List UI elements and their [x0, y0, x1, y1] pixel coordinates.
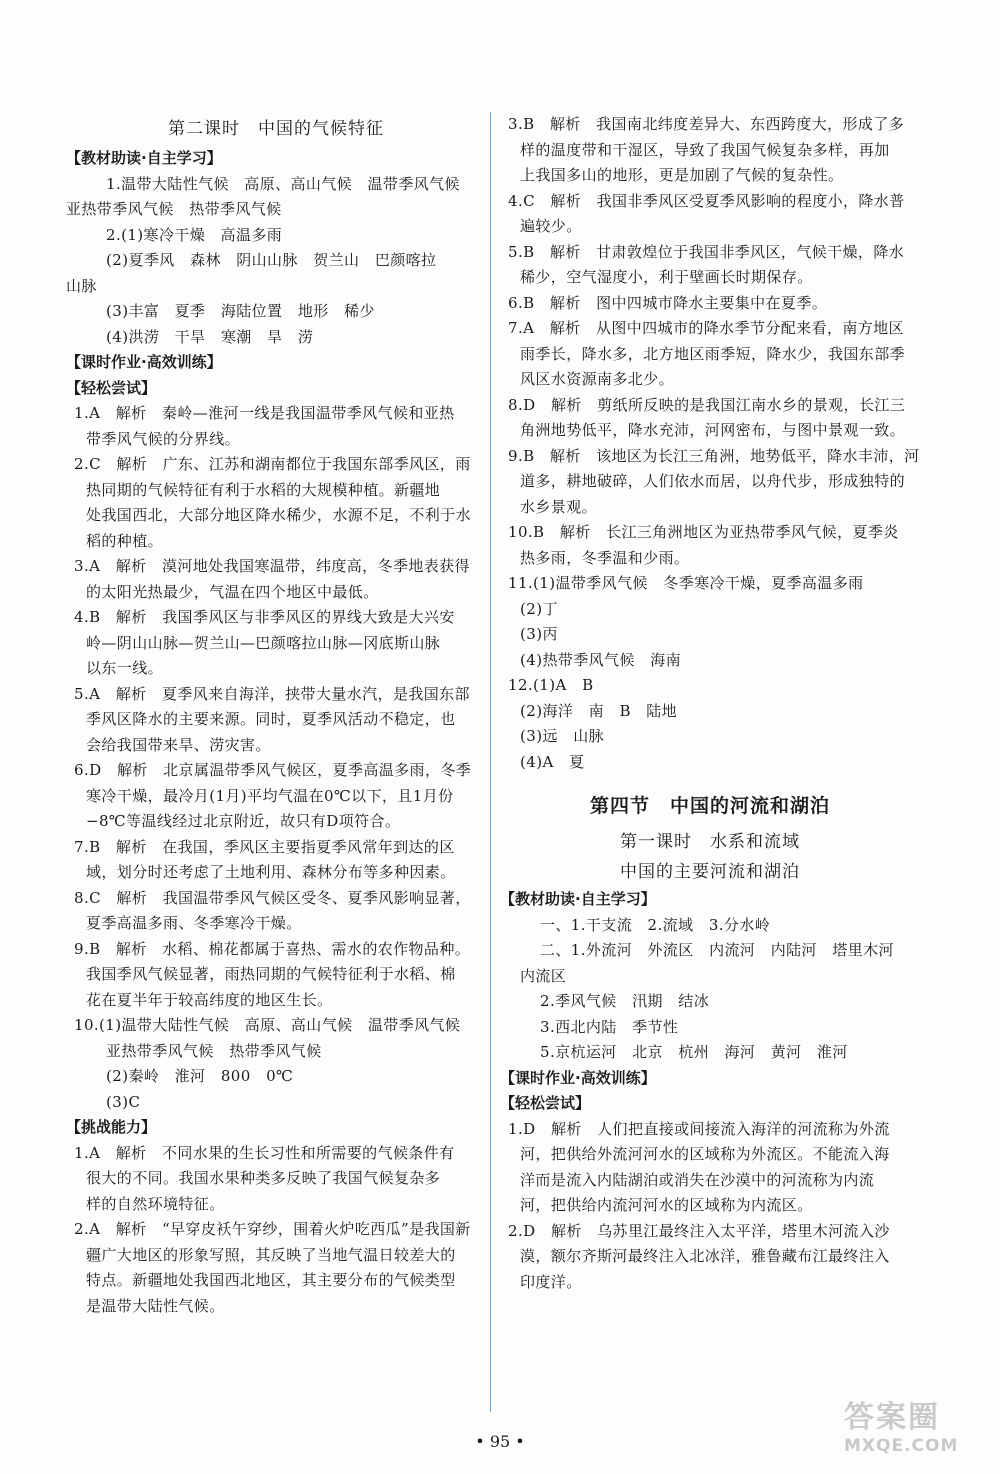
answer-continuation: 疆广大地区的形象写照，其反映了当地气温日较差大的	[86, 1245, 456, 1264]
section-heading: 【轻松尝试】	[66, 378, 157, 397]
answer-item: 8.D 解析 剪纸所反映的是我国江南水乡的景观，长江三	[508, 395, 906, 414]
section-heading: 【课时作业·高效训练】	[500, 1068, 656, 1087]
answer-continuation: 内流区	[520, 966, 567, 985]
answer-item: 5.A 解析 夏季风来自海洋，挟带大量水汽，是我国东部	[74, 684, 470, 703]
answer-subitem: 一、1.干支流 2.流域 3.分水岭	[540, 915, 771, 934]
answer-continuation: 带季风气候的分界线。	[86, 429, 241, 448]
lesson-title: 第一课时 水系和流域	[620, 832, 800, 852]
section-heading: 【教材助读·自主学习】	[66, 149, 222, 167]
answer-continuation: 风区水资源南多北少。	[520, 370, 675, 388]
answer-continuation: 河，把供给内流河河水的区域称为内流区。	[520, 1196, 813, 1214]
answer-subitem: 5.京杭运河 北京 杭州 海河 黄河 淮河	[540, 1043, 848, 1061]
answer-continuation: 的太阳光热最少，气温在四个地区中最低。	[86, 582, 379, 601]
answer-continuation: −8℃等温线经过北京附近，故只有D项符合。	[86, 812, 401, 830]
watermark-url: MXQE.COM	[844, 1436, 959, 1456]
page-number-value: 95	[489, 1432, 511, 1451]
answer-continuation: 夏季高温多雨、冬季寒冷干燥。	[86, 914, 302, 932]
answer-continuation: 域，划分时还考虑了土地利用、森林分布等多种因素。	[86, 863, 456, 881]
answer-continuation: (2)丁	[520, 599, 558, 618]
answer-item: 6.D 解析 北京属温带季风气候区，夏季高温多雨，冬季	[74, 761, 472, 779]
answer-item: 2.D 解析 乌苏里江最终注入太平洋，塔里木河流入沙	[508, 1221, 890, 1240]
answer-continuation: (3)远 山脉	[520, 727, 605, 745]
answer-item: 2.C 解析 广东、江苏和湖南都位于我国东部季风区，雨	[74, 455, 471, 473]
answer-subitem: 2.季风气候 汛期 结冰	[540, 992, 710, 1010]
answer-item: 12.(1)A B	[508, 676, 594, 694]
answer-item: 10.(1)温带大陆性气候 高原、高山气候 温带季风气候	[74, 1016, 461, 1034]
answer-continuation: 寒冷干燥，最冷月(1月)平均气温在0℃以下，且1月份	[86, 786, 454, 805]
answer-item: 10.B 解析 长江三角洲地区为亚热带季风气候，夏季炎	[508, 523, 899, 541]
answer-continuation: 很大的不同。我国水果种类多反映了我国气候复杂多	[86, 1169, 441, 1187]
answer-continuation: 花在夏半年于较高纬度的地区生长。	[86, 990, 333, 1009]
answer-item: 4.C 解析 我国非季风区受夏季风影响的程度小，降水普	[508, 191, 905, 210]
answer-continuation: 印度洋。	[520, 1272, 582, 1291]
answer-continuation: 以东一线。	[86, 659, 164, 677]
answer-subitem: 3.西北内陆 季节性	[540, 1017, 679, 1036]
answer-continuation: 我国季风气候显著，雨热同期的气候特征利于水稻、棉	[86, 965, 456, 983]
text-line: 山脉	[66, 276, 97, 295]
answer-continuation: (4)热带季风气候 海南	[520, 650, 682, 669]
answer-continuation: 岭—阴山山脉—贺兰山—巴颜喀拉山脉—冈底斯山脉	[86, 633, 441, 652]
answer-continuation: 稻的种植。	[86, 531, 164, 550]
answer-continuation: 遍较少。	[520, 217, 582, 235]
answer-continuation: 热多雨，冬季温和少雨。	[520, 548, 690, 567]
answer-subitem: (2)夏季风 森林 阴山山脉 贺兰山 巴颜喀拉	[106, 251, 437, 269]
answer-continuation: 处我国西北，大部分地区降水稀少，水源不足，不利于水	[86, 506, 472, 524]
answer-continuation: 上我国多山的地形，更是加剧了气候的复杂性。	[520, 166, 844, 184]
answer-item: 2.A 解析 “早穿皮袄午穿纱，围着火炉吃西瓜”是我国新	[74, 1220, 471, 1238]
section-heading: 【课时作业·高效训练】	[66, 353, 222, 371]
answer-continuation: 样的自然环境特征。	[86, 1194, 225, 1213]
section-heading: 【轻松尝试】	[500, 1094, 591, 1112]
answer-item: 7.A 解析 从图中四城市的降水季节分配来看，南方地区	[508, 319, 904, 337]
text-line: 亚热带季风气候 热带季风气候	[66, 200, 282, 218]
spacer	[500, 775, 920, 785]
answer-item: 6.B 解析 图中四城市降水主要集中在夏季。	[508, 293, 828, 312]
answer-subitem: (3)C	[106, 1092, 141, 1111]
answer-continuation: 漠，额尔齐斯河最终注入北冰洋，雅鲁藏布江最终注入	[520, 1247, 890, 1265]
answer-item: 8.C 解析 我国温带季风气候区受冬、夏季风影响显著，	[74, 888, 471, 907]
answer-item: 9.B 解析 水稻、棉花都属于喜热、需水的农作物品种。	[74, 939, 471, 958]
answer-continuation: 洋而是流入内陆湖泊或消失在沙漠中的河流称为内流	[520, 1170, 875, 1189]
answer-subitem: 1.温带大陆性气候 高原、高山气候 温带季风气候	[106, 174, 460, 193]
section-heading: 【教材助读·自主学习】	[500, 890, 656, 908]
answer-item: 5.B 解析 甘肃敦煌位于我国非季风区，气候干燥，降水	[508, 242, 905, 261]
answer-subitem: 亚热带季风气候 热带季风气候	[106, 1041, 322, 1060]
answer-continuation: 雨季长，降水多，北方地区雨季短，降水少，我国东部季	[520, 344, 906, 363]
right-column	[500, 112, 920, 1295]
answer-item: 1.D 解析 人们把直接或间接流入海洋的河流称为外流	[508, 1119, 890, 1138]
answer-continuation: 道多，耕地破碎，人们依水而居，以舟代步，形成独特的	[520, 472, 906, 490]
answer-subitem: (4)洪涝 干旱 寒潮 旱 涝	[106, 327, 314, 346]
answer-continuation: 样的温度带和干湿区，导致了我国气候复杂多样，再加	[520, 140, 890, 159]
answer-item: 4.B 解析 我国季风区与非季风区的界线大致是大兴安	[74, 608, 455, 626]
page-number: • 95 •	[475, 1432, 525, 1451]
answer-continuation: 热同期的气候特征有利于水稻的大规模种植。新疆地	[86, 480, 441, 499]
answer-item: 3.A 解析 漠河地处我国寒温带，纬度高，冬季地表获得	[74, 557, 470, 575]
answer-continuation: 稀少，空气湿度小，利于壁画长时期保存。	[520, 268, 813, 286]
answer-continuation: 河，把供给外流河河水的区域称为外流区。不能流入海	[520, 1145, 890, 1163]
lesson-title: 中国的主要河流和湖泊	[620, 862, 800, 882]
answer-item: 11.(1)温带季风气候 冬季寒冷干燥，夏季高温多雨	[508, 574, 864, 592]
answer-item: 1.A 解析 不同水果的生长习性和所需要的气候条件有	[74, 1143, 455, 1162]
answer-continuation: 角洲地势低平，降水充沛，河网密布，与图中景观一致。	[520, 421, 906, 439]
watermark-logo	[844, 1392, 964, 1454]
answer-continuation: 水乡景观。	[520, 497, 598, 516]
chapter-title: 第四节 中国的河流和湖泊	[589, 795, 830, 817]
answer-item: 7.B 解析 在我国，季风区主要指夏季风常年到达的区	[74, 837, 455, 856]
left-column	[66, 112, 486, 1319]
answer-subitem: 二、1.外流河 外流区 内流河 内陆河 塔里木河	[540, 941, 894, 959]
answer-item: 3.B 解析 我国南北纬度差异大、东西跨度大，形成了多	[508, 115, 905, 133]
answer-subitem: (3)丰富 夏季 海陆位置 地形 稀少	[106, 302, 375, 320]
answer-continuation: (2)海洋 南 B 陆地	[520, 701, 678, 720]
answer-item: 9.B 解析 该地区为长江三角洲，地势低平，降水丰沛，河	[508, 446, 920, 465]
section-heading: 【挑战能力】	[66, 1118, 157, 1136]
answer-continuation: 会给我国带来旱、涝灾害。	[86, 735, 271, 754]
answer-continuation: 季风区降水的主要来源。同时，夏季风活动不稳定，也	[86, 710, 456, 728]
answer-continuation: 特点。新疆地处我国西北地区，其主要分布的气候类型	[86, 1271, 456, 1289]
answer-subitem: 2.(1)寒冷干燥 高温多雨	[106, 225, 283, 244]
answer-item: 1.A 解析 秦岭—淮河一线是我国温带季风气候和亚热	[74, 404, 455, 422]
answer-continuation: (4)A 夏	[520, 752, 585, 771]
watermark-text: 答案圈	[844, 1400, 940, 1435]
answer-continuation: 是温带大陆性气候。	[86, 1296, 225, 1315]
section-title: 第二课时 中国的气候特征	[168, 119, 384, 139]
column-divider	[490, 112, 491, 1412]
answer-continuation: (3)丙	[520, 625, 558, 643]
answer-subitem: (2)秦岭 淮河 800 0℃	[106, 1067, 294, 1085]
